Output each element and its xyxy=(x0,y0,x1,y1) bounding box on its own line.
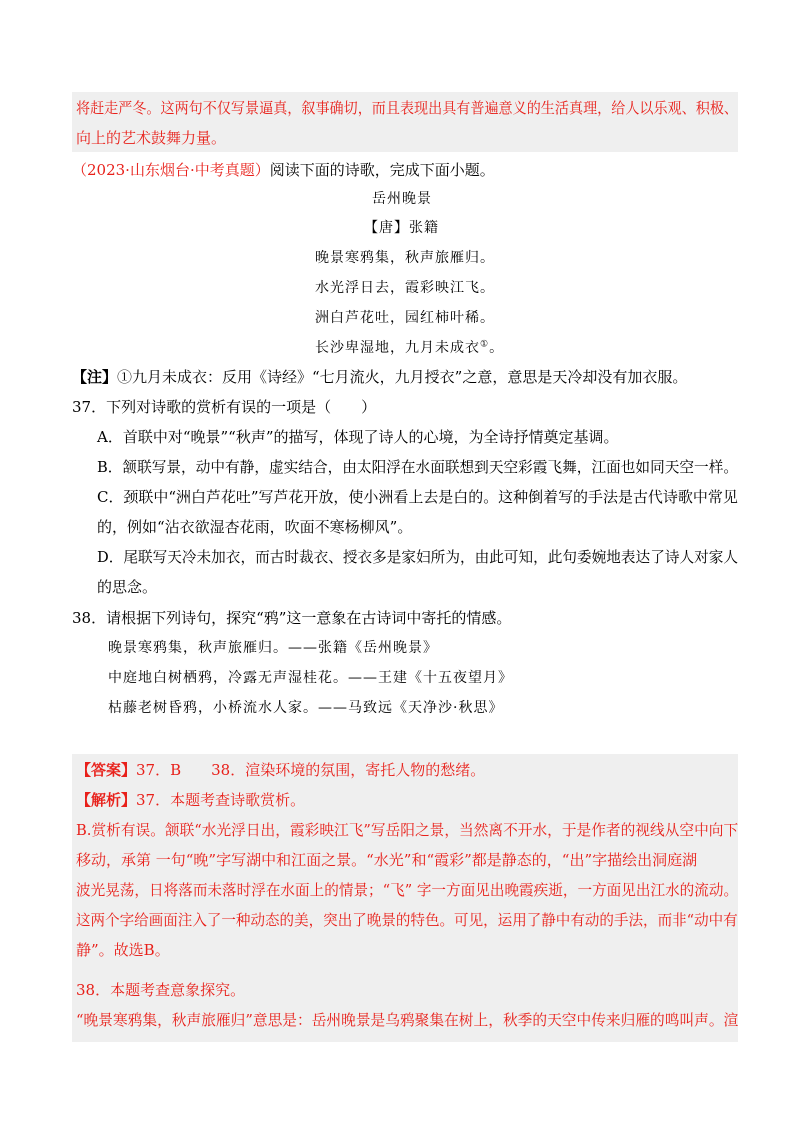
poem-line-1: 晚景寒鸦集，秋声旅雁归。 xyxy=(315,250,495,266)
footnote-mark: ① xyxy=(480,339,490,350)
question-source: （2023·山东烟台·中考真题） xyxy=(72,161,270,179)
q38-stem: 38．请根据下列诗句，探究“鸦”这一意象在古诗词中寄托的情感。 xyxy=(72,609,512,627)
q38-quote-3: 枯藤老树昏鸦，小桥流水人家。——马致远《天净沙·秋思》 xyxy=(108,700,504,716)
poem-note xyxy=(72,367,687,387)
analysis-line-2: 移动，承第 一句“晚”字写湖中和江面之景。“水光”和“霞彩”都是静态的，“出”字描绘出洞庭湖 xyxy=(76,851,698,869)
poem-line-4 xyxy=(315,338,504,358)
analysis-line-7: “晚景寒鸦集，秋声旅雁归”意思是：岳州晚景是乌鸦聚集在树上，秋季的天空中传来归雁的鸣叫声。渲 xyxy=(76,1011,739,1029)
poem-author: 【唐】张籍 xyxy=(364,220,439,236)
note-text: ①九月未成衣：反用《诗经》“七月流火，九月授衣”之意，意思是天冷却没有加衣服。 xyxy=(117,368,688,386)
poem-line-4-text: 长沙卑湿地，九月未成衣 xyxy=(315,340,480,356)
q38-quote-1: 晚景寒鸦集，秋声旅雁归。——张籍《岳州晚景》 xyxy=(108,640,438,656)
q37-option-c-cont: 的，例如“沾衣欲湿杏花雨，吹面不寒杨柳风”。 xyxy=(97,518,413,536)
poem-line-4-punct: 。 xyxy=(489,340,505,356)
analysis-line-6: 38．本题考查意象探究。 xyxy=(76,981,246,999)
q37-stem: 37．下列对诗歌的赏析有误的一项是（ ） xyxy=(72,398,377,416)
question-instruction: 阅读下面的诗歌，完成下面小题。 xyxy=(269,161,495,179)
analysis-line-1: B.赏析有误。颔联“水光浮日出，霞彩映江飞”写岳阳之景，当然离不开水，于是作者的视线从空中向下 xyxy=(76,821,739,839)
q38-quote-2: 中庭地白树栖鸦，冷露无声湿桂花。——王建《十五夜望月》 xyxy=(108,670,513,686)
analysis-first: 37．本题考查诗歌赏析。 xyxy=(136,791,306,809)
poem-line-3: 洲白芦花吐，园红柿叶稀。 xyxy=(315,310,495,326)
answer-continuation-line-1: 将赶走严冬。这两句不仅写景逼真，叙事确切，而且表现出具有普遍意义的生活真理，给人以乐观、积极、 xyxy=(76,99,739,117)
answer-label: 【答案】 xyxy=(76,761,137,779)
analysis-line-5: 静”。故选B。 xyxy=(76,941,170,959)
q37-option-b: B．颔联写景，动中有静，虚实结合，由太阳浮在水面联想到天空彩霞飞舞，江面也如同天空一样。 xyxy=(97,458,739,476)
poem-title: 岳州晚景 xyxy=(372,191,432,207)
note-label: 【注】 xyxy=(72,368,118,386)
analysis-line xyxy=(76,790,305,810)
answer-line xyxy=(76,760,485,780)
q37-option-d: D．尾联写天冷未加衣，而古时裁衣、授衣多是家妇所为，由此可知，此句委婉地表达了诗人对家人 xyxy=(97,548,738,566)
q37-option-d-cont: 的思念。 xyxy=(97,578,158,596)
answer-continuation-line-2: 向上的艺术鼓舞力量。 xyxy=(76,129,227,147)
analysis-line-4: 这两个字给画面注入了一种动态的美，突出了晚景的特色。可见，运用了静中有动的手法，而非“动中有 xyxy=(76,911,738,929)
answer-text: 37．B 38．渲染环境的氛围，寄托人物的愁绪。 xyxy=(136,761,486,779)
analysis-label: 【解析】 xyxy=(76,791,137,809)
q37-option-c: C．颈联中“洲白芦花吐”写芦花开放，使小洲看上去是白的。这种倒着写的手法是古代诗歌中常见 xyxy=(97,488,738,506)
q37-option-a: A．首联中对“晚景”“秋声”的描写，体现了诗人的心境，为全诗抒情奠定基调。 xyxy=(97,428,619,446)
analysis-line-3: 波光晃荡，日将落而未落时浮在水面上的情景；“飞” 字一方面见出晚霞疾逝，一方面见出江水的流动。 xyxy=(76,881,739,899)
poem-line-2: 水光浮日去，霞彩映江飞。 xyxy=(315,280,495,296)
question-header xyxy=(72,160,495,180)
